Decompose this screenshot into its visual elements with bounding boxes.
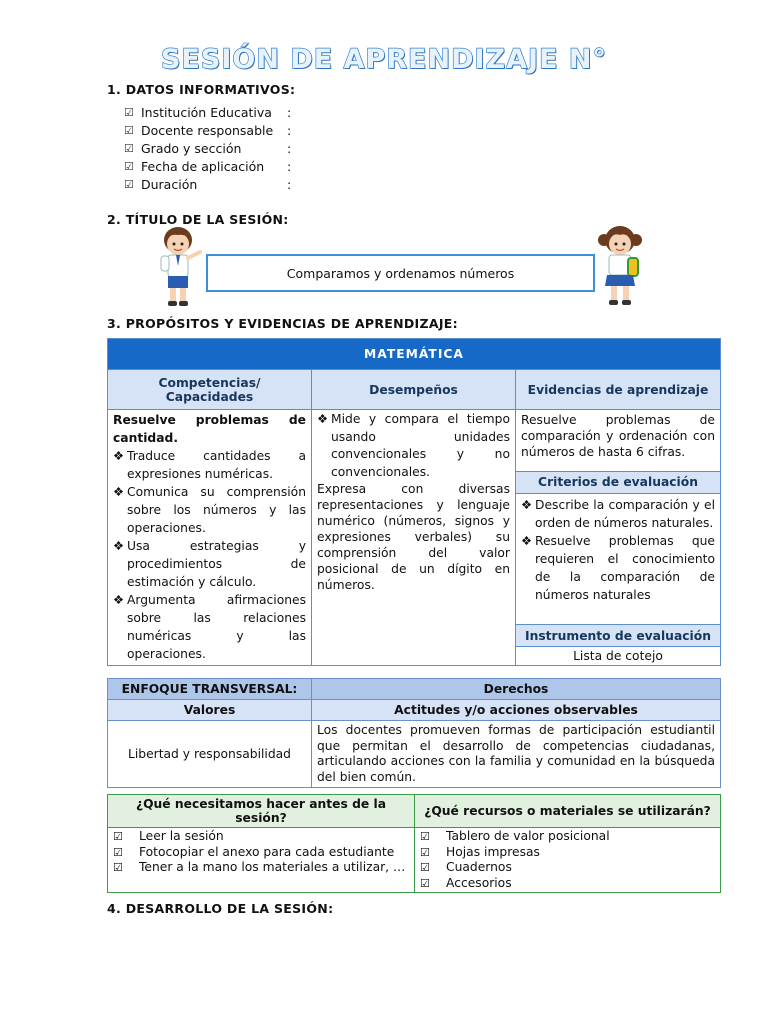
accion-cell: Los docentes promueven formas de participación estudiantil que permitan el desarrollo de competencias ciudadanas, articulando acciones con la familia y comunidad en la búsqueda del bien común. xyxy=(312,721,721,788)
actitudes-header: Actitudes y/o acciones observables xyxy=(312,700,721,721)
section-4-heading: 4. DESARROLLO DE LA SESIÓN: xyxy=(107,901,334,916)
competencias-cell xyxy=(108,410,312,666)
checkbox-icon: ☑ xyxy=(124,160,134,173)
criterio-item: ❖ Describe la comparación y el orden de números naturales. xyxy=(521,497,715,530)
checkbox-icon: ☑ xyxy=(124,124,134,137)
desempeno-text: Expresa con diversas representaciones y lenguaje numérico (números, signos y expresiones verbales) su comprensión del valor posicional de un dígito en números. xyxy=(317,482,510,592)
checkbox-icon: ☑ xyxy=(124,178,134,191)
criterios-cell xyxy=(516,493,721,624)
diamond-bullet-icon: ❖ xyxy=(113,539,125,553)
criterio-item: ❖ Resuelve problemas que requieren el conocimiento de la comparación de números naturales xyxy=(521,533,715,602)
checkbox-icon: ☑ xyxy=(420,861,430,874)
instrumento-header: Instrumento de evaluación xyxy=(516,625,721,647)
checkbox-icon: ☑ xyxy=(113,830,123,843)
enfoque-derechos-header: Derechos xyxy=(312,679,721,700)
info-item xyxy=(124,140,291,158)
column-header-desempenos: Desempeños xyxy=(312,370,516,410)
section-1-heading: 1. DATOS INFORMATIVOS: xyxy=(107,82,296,97)
section-2-heading: 2. TÍTULO DE LA SESIÓN: xyxy=(107,212,289,227)
checkbox-icon: ☑ xyxy=(420,876,430,890)
capacidad-item: ❖ Usa estrategias y procedimientos de estimación y cálculo. xyxy=(113,539,306,589)
info-item xyxy=(124,104,291,122)
info-separator: : xyxy=(287,177,292,192)
info-separator: : xyxy=(287,123,292,138)
boy-illustration xyxy=(158,226,204,310)
valores-header: Valores xyxy=(108,700,312,721)
info-label: Docente responsable xyxy=(141,123,274,138)
list-item: ☑ Leer la sesión xyxy=(113,829,224,843)
diamond-bullet-icon: ❖ xyxy=(317,412,329,426)
prep-before-header: ¿Qué necesitamos hacer antes de la sesión? xyxy=(108,795,415,828)
session-title-box xyxy=(206,254,595,292)
info-item xyxy=(124,122,291,140)
area-header: MATEMÁTICA xyxy=(108,339,721,370)
page-title: SESIÓN DE APRENDIZAJE N° xyxy=(160,44,608,75)
list-item: ☑ Tener a la mano los materiales a utilizar, … xyxy=(113,860,406,874)
valor-cell: Libertad y responsabilidad xyxy=(108,721,312,788)
diamond-bullet-icon: ❖ xyxy=(113,449,125,463)
info-separator: : xyxy=(287,105,292,120)
checkbox-icon: ☑ xyxy=(420,845,430,859)
prep-resources-header: ¿Qué recursos o materiales se utilizarán? xyxy=(415,795,721,828)
capacidad-item: ❖ Comunica su comprensión sobre los números y las operaciones. xyxy=(113,485,306,535)
desempenos-cell xyxy=(312,410,516,666)
enfoque-table xyxy=(107,678,721,788)
checkbox-icon: ☑ xyxy=(420,830,430,843)
prep-resources-cell xyxy=(415,828,721,893)
enfoque-header: ENFOQUE TRANSVERSAL: xyxy=(108,679,312,700)
info-item xyxy=(124,176,291,194)
info-separator: : xyxy=(287,141,292,156)
info-label: Duración xyxy=(141,177,198,192)
list-item: ☑ Fotocopiar el anexo para cada estudiante xyxy=(113,844,395,859)
capacidad-item: ❖ Traduce cantidades a expresiones numéricas. xyxy=(113,449,306,481)
section-3-heading: 3. PROPÓSITOS Y EVIDENCIAS DE APRENDIZAJE: xyxy=(107,316,458,331)
checkbox-icon: ☑ xyxy=(113,861,123,874)
info-label: Fecha de aplicación xyxy=(141,159,265,174)
column-header-evidencias: Evidencias de aprendizaje xyxy=(516,370,721,410)
list-item: ☑ Accesorios xyxy=(420,875,512,890)
info-separator: : xyxy=(287,159,292,174)
list-item: ☑ Tablero de valor posicional xyxy=(420,829,610,843)
competencia-title: Resuelve problemas de cantidad. xyxy=(113,413,306,445)
prep-before-cell xyxy=(108,828,415,893)
diamond-bullet-icon: ❖ xyxy=(113,593,125,607)
evidencia-cell: Resuelve problemas de comparación y ordenación con números de hasta 6 cifras. xyxy=(516,410,721,472)
desempeno-item: ❖ Mide y compara el tiempo usando unidades convencionales y no convencionales. xyxy=(317,411,510,481)
checkbox-icon: ☑ xyxy=(124,142,134,155)
info-label: Grado y sección xyxy=(141,141,242,156)
purposes-table xyxy=(107,338,721,666)
list-item: ☑ Cuadernos xyxy=(420,860,512,874)
preparation-table xyxy=(107,794,721,893)
list-item: ☑ Hojas impresas xyxy=(420,844,540,859)
info-list xyxy=(124,104,291,194)
diamond-bullet-icon: ❖ xyxy=(521,533,533,548)
diamond-bullet-icon: ❖ xyxy=(113,485,125,499)
girl-illustration xyxy=(595,224,645,312)
criterios-header: Criterios de evaluación xyxy=(516,471,721,493)
instrumento-cell: Lista de cotejo xyxy=(516,647,721,666)
capacidad-item: ❖ Argumenta afirmaciones sobre las relaciones numéricas y las operaciones. xyxy=(113,593,306,661)
session-title-text: Comparamos y ordenamos números xyxy=(286,265,515,281)
info-label: Institución Educativa xyxy=(141,105,272,120)
info-item xyxy=(124,158,291,176)
checkbox-icon: ☑ xyxy=(113,845,123,859)
column-header-competencias: Competencias/ Capacidades xyxy=(108,370,312,410)
diamond-bullet-icon: ❖ xyxy=(521,497,533,512)
checkbox-icon: ☑ xyxy=(124,106,134,119)
